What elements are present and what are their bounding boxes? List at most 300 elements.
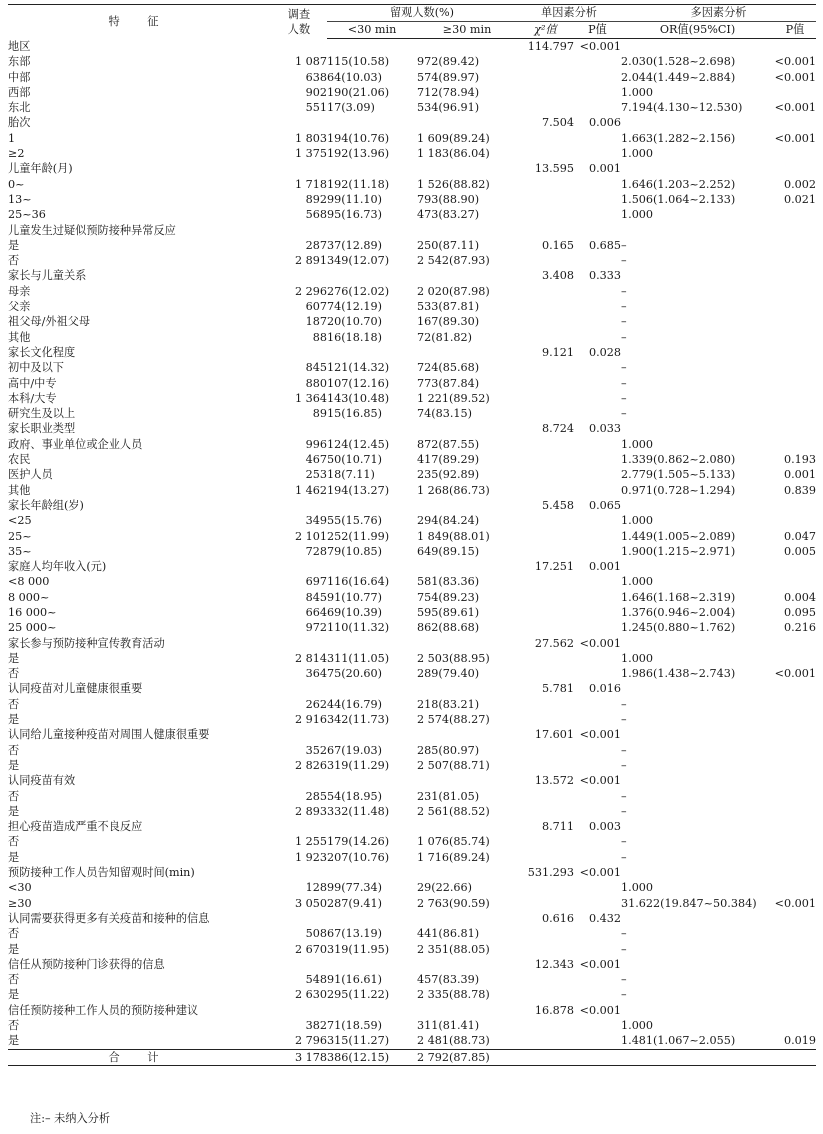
multivariate-p [774,360,816,375]
survey-count: 89 [312,407,327,421]
multivariate-p [774,391,816,406]
retention-ge30 [417,773,517,788]
retention-ge30: 218(83.21) [417,697,480,711]
chi-square [517,590,574,605]
survey-count: 548 [305,973,327,987]
survey-count: 880 [305,376,327,390]
survey-count [271,223,327,238]
retention-ge30: 289(79.40) [417,667,480,681]
retention-lt30: 44(16.79) [327,697,382,711]
multivariate-p [774,345,816,360]
row-label: 25~36 [8,208,46,222]
retention-ge30: 972(89.42) [417,55,480,69]
odds-ratio [621,865,774,880]
header-multi-p: P值 [774,22,816,39]
table-row [8,804,816,819]
odds-ratio [621,161,774,176]
retention-lt30: 194(10.76) [327,131,390,145]
survey-count: 2 893 [294,804,327,818]
retention-lt30: 50(10.71) [327,453,382,467]
odds-ratio: 2.030(1.528~2.698) [621,55,736,69]
header-multivariate-group: 多因素分析 [621,5,816,22]
odds-ratio: – [621,238,627,252]
univariate-p [574,513,621,528]
survey-count: 187 [305,315,327,329]
row-label: 0~ [8,177,25,191]
row-label: 是 [8,758,20,772]
survey-count [271,39,327,55]
multivariate-p [774,39,816,55]
row-label: 初中及以下 [8,361,64,375]
univariate-p: <0.001 [579,1003,622,1017]
retention-ge30: 773(87.84) [417,376,480,390]
multivariate-p [774,559,816,574]
row-label: 东部 [8,55,31,69]
univariate-p [574,697,621,712]
header-p: P值 [574,22,621,39]
retention-lt30 [327,498,417,513]
table-group-row [8,957,816,972]
univariate-p [574,804,621,819]
row-label: <25 [8,514,32,528]
row-label: <8 000 [8,575,50,589]
odds-ratio: – [621,804,627,818]
chi-square [517,529,574,544]
odds-ratio [621,819,774,834]
retention-ge30: 2 542(87.93) [417,254,490,268]
table-row [8,666,816,681]
chi-square [517,666,574,681]
survey-count: 2 916 [294,713,327,727]
multivariate-p [774,957,816,972]
survey-count: 285 [305,789,327,803]
chi-square [517,483,574,498]
odds-ratio: – [621,942,627,956]
univariate-p: 0.065 [588,498,622,512]
survey-count [271,727,327,742]
multivariate-p [774,926,816,941]
univariate-p [574,192,621,207]
univariate-p [574,467,621,482]
retention-lt30: 124(12.45) [327,437,390,451]
multivariate-p: <0.001 [774,101,817,115]
chi-square [517,299,574,314]
row-label: 是 [8,238,20,252]
row-label: 否 [8,973,20,987]
multivariate-p [774,498,816,513]
retention-lt30 [327,345,417,360]
multivariate-p [774,146,816,161]
multivariate-p [774,712,816,727]
odds-ratio: 1.000 [621,881,654,895]
retention-ge30 [417,268,517,283]
chi-square: 7.504 [541,116,574,130]
univariate-p [574,972,621,987]
survey-count: 1 803 [294,131,327,145]
survey-count: 996 [305,437,327,451]
retention-lt30: 95(16.73) [327,208,382,222]
retention-ge30: 872(87.55) [417,437,480,451]
header-chi: χ²值 [517,22,574,39]
retention-ge30: 2 507(88.71) [417,758,490,772]
multivariate-p [774,207,816,222]
chi-square [517,54,574,69]
chi-square [517,880,574,895]
chi-square [517,406,574,421]
chi-square: 17.601 [534,728,574,742]
univariate-p [574,330,621,345]
retention-ge30: 724(85.68) [417,361,480,375]
retention-ge30: 29(22.66) [417,881,472,895]
odds-ratio: 1.506(1.064~2.133) [621,192,736,206]
chi-square: 114.797 [527,40,574,53]
odds-ratio: – [621,758,627,772]
survey-count [271,559,327,574]
retention-lt30: 67(19.03) [327,743,382,757]
row-label: 是 [8,1034,20,1048]
row-label: 否 [8,743,20,757]
chi-square [517,972,574,987]
row-label: 本科/大专 [8,391,57,405]
table-row [8,70,816,85]
table-group-row [8,727,816,742]
retention-ge30: 574(89.97) [417,70,480,84]
header-or: OR值(95%CI) [621,22,774,39]
chi-square [517,437,574,452]
multivariate-p [774,161,816,176]
univariate-p: <0.001 [579,866,622,880]
table-row [8,834,816,849]
multivariate-p: 0.193 [784,453,817,467]
table-group-row [8,865,816,880]
table-row [8,299,816,314]
table-group-row [8,223,816,238]
retention-ge30: 2 020(87.98) [417,284,490,298]
odds-ratio: 1.000 [621,147,654,161]
table-row [8,590,816,605]
multivariate-p [774,238,816,253]
multivariate-p: <0.001 [774,55,817,69]
row-label: 家长与儿童关系 [8,269,87,283]
univariate-p [574,529,621,544]
row-label: 母亲 [8,284,31,298]
multivariate-p [774,697,816,712]
retention-ge30: 1 268(86.73) [417,483,490,497]
table-row [8,513,816,528]
chi-square [517,926,574,941]
retention-ge30: 2 763(90.59) [417,896,490,910]
survey-count: 2 826 [294,758,327,772]
retention-ge30 [417,865,517,880]
chi-square [517,850,574,865]
retention-ge30 [417,161,517,176]
chi-square: 13.572 [534,774,574,788]
retention-lt30 [327,727,417,742]
multivariate-p [774,850,816,865]
multivariate-p [774,574,816,589]
multivariate-p: 0.839 [784,483,817,497]
retention-lt30: 342(11.73) [327,713,390,727]
univariate-p [574,223,621,238]
table-row [8,467,816,482]
univariate-p: 0.028 [588,345,622,359]
chi-square [517,896,574,911]
retention-ge30: 294(84.24) [417,514,480,528]
odds-ratio [621,559,774,574]
retention-ge30: 417(89.29) [417,453,480,467]
retention-lt30: 116(16.64) [327,575,390,589]
retention-lt30 [327,957,417,972]
table-row [8,1018,816,1033]
row-label: 信任预防接种工作人员的预防接种建议 [8,1003,199,1017]
retention-lt30: 17(3.09) [327,101,375,115]
table-row [8,284,816,299]
odds-ratio [621,957,774,972]
retention-lt30: 15(16.85) [327,407,382,421]
retention-lt30 [327,911,417,926]
table-row [8,253,816,268]
retention-ge30 [417,421,517,436]
univariate-p [574,452,621,467]
survey-count: 1 255 [294,835,327,849]
retention-lt30: 91(10.77) [327,590,382,604]
multivariate-p: 0.216 [784,621,817,635]
retention-ge30: 2 351(88.05) [417,942,490,956]
odds-ratio: 0.971(0.728~1.294) [621,483,736,497]
retention-ge30: 1 183(86.04) [417,147,490,161]
odds-ratio: – [621,361,627,375]
retention-lt30: 99(11.10) [327,192,382,206]
odds-ratio: 1.900(1.215~2.971) [621,544,736,558]
multivariate-p [774,284,816,299]
retention-lt30: 319(11.29) [327,758,390,772]
multivariate-p [774,253,816,268]
odds-ratio: – [621,988,627,1002]
retention-ge30 [417,345,517,360]
survey-count: 382 [305,1019,327,1032]
table-group-row [8,498,816,513]
chi-square: 27.562 [534,636,574,650]
survey-count: 551 [305,101,327,115]
odds-ratio: – [621,973,627,987]
chi-square [517,146,574,161]
retention-lt30: 107(12.16) [327,376,390,390]
odds-ratio: 1.245(0.880~1.762) [621,621,736,635]
odds-ratio [621,727,774,742]
chi-square [517,131,574,146]
multivariate-p [774,223,816,238]
table-group-row [8,161,816,176]
multivariate-p [774,727,816,742]
retention-lt30 [327,636,417,651]
retention-lt30: 295(11.22) [327,988,390,1002]
row-label: 家长文化程度 [8,345,76,359]
retention-lt30: 179(14.26) [327,835,390,849]
retention-lt30: 190(21.06) [327,85,390,99]
survey-count: 253 [305,468,327,482]
survey-count [271,957,327,972]
table-header [8,5,816,39]
multivariate-p [774,85,816,100]
multivariate-p [774,987,816,1002]
row-label: 否 [8,1019,20,1032]
row-label: 是 [8,804,20,818]
row-label: 认同需要获得更多有关疫苗和接种的信息 [8,911,210,925]
table-group-row [8,773,816,788]
multivariate-p: <0.001 [774,70,817,84]
univariate-p [574,376,621,391]
table-row [8,207,816,222]
univariate-p [574,177,621,192]
chi-square [517,743,574,758]
survey-count: 1 718 [294,177,327,191]
table-row [8,605,816,620]
total-lt30: 386(12.15) [327,1049,417,1065]
univariate-p [574,834,621,849]
chi-square [517,467,574,482]
retention-lt30 [327,865,417,880]
survey-count: 697 [305,575,327,589]
multivariate-p: 0.095 [784,605,817,619]
chi-square [517,284,574,299]
row-label: 否 [8,789,20,803]
survey-count [271,636,327,651]
retention-lt30: 252(11.99) [327,529,390,543]
survey-count: 349 [305,514,327,528]
row-label: 中部 [8,70,31,84]
odds-ratio: 1.663(1.282~2.156) [621,131,736,145]
table-row [8,972,816,987]
multivariate-p: 0.004 [784,590,817,604]
odds-ratio: – [621,300,627,314]
row-label: 认同给儿童接种疫苗对周围人健康很重要 [8,728,210,742]
retention-lt30: 99(77.34) [327,881,382,895]
table-row [8,896,816,911]
chi-square [517,712,574,727]
retention-lt30: 319(11.95) [327,942,390,956]
table-row [8,192,816,207]
retention-ge30: 1 716(89.24) [417,850,490,864]
multivariate-p [774,1003,816,1018]
odds-ratio: 1.646(1.168~2.319) [621,590,736,604]
table-row [8,391,816,406]
multivariate-p [774,681,816,696]
retention-lt30 [327,115,417,130]
row-label: 祖父母/外祖父母 [8,315,91,329]
multivariate-p: 0.047 [784,529,817,543]
odds-ratio: 1.000 [621,85,654,99]
odds-ratio: – [621,789,627,803]
row-label: 父亲 [8,300,31,314]
survey-count [271,865,327,880]
table-row [8,376,816,391]
retention-lt30: 349(12.07) [327,254,390,268]
chi-square [517,758,574,773]
multivariate-p [774,115,816,130]
table-row [8,529,816,544]
chi-square [517,223,574,238]
chi-square [517,513,574,528]
row-label: 高中/中专 [8,376,57,390]
chi-square [517,452,574,467]
row-label: 认同疫苗有效 [8,774,76,788]
survey-count: 2 101 [294,529,327,543]
retention-lt30: 315(11.27) [327,1034,390,1048]
retention-lt30: 64(10.03) [327,70,382,84]
row-label: 认同疫苗对儿童健康很重要 [8,682,143,696]
multivariate-p [774,942,816,957]
multivariate-p [774,406,816,421]
univariate-p [574,100,621,115]
table-row [8,437,816,452]
survey-count: 128 [305,881,327,895]
row-label: 25 000~ [8,621,57,635]
odds-ratio: 1.481(1.067~2.055) [621,1034,736,1048]
row-label: 是 [8,713,20,727]
chi-square: 9.121 [541,345,574,359]
odds-ratio: – [621,254,627,268]
univariate-p [574,360,621,375]
chi-square [517,620,574,635]
multivariate-p [774,314,816,329]
univariate-p: <0.001 [579,40,622,53]
row-label: 8 000~ [8,590,50,604]
retention-lt30: 143(10.48) [327,391,390,405]
multivariate-p [774,376,816,391]
odds-ratio: – [621,927,627,941]
retention-ge30: 595(89.61) [417,605,480,619]
retention-lt30 [327,161,417,176]
retention-lt30 [327,223,417,238]
univariate-p [574,131,621,146]
retention-ge30 [417,498,517,513]
univariate-p [574,406,621,421]
multivariate-p [774,773,816,788]
chi-square [517,330,574,345]
univariate-p [574,880,621,895]
multivariate-p [774,819,816,834]
odds-ratio: 1.000 [621,437,654,451]
odds-ratio: – [621,835,627,849]
table-row [8,483,816,498]
survey-count [271,498,327,513]
odds-ratio: 1.376(0.946~2.004) [621,605,736,619]
retention-ge30: 2 503(88.95) [417,651,490,665]
table-row [8,789,816,804]
odds-ratio [621,115,774,130]
chi-square [517,100,574,115]
table-row [8,314,816,329]
table-body [8,39,816,1050]
odds-ratio: – [621,713,627,727]
chi-square [517,177,574,192]
table-row [8,146,816,161]
table-group-row [8,115,816,130]
row-label: 儿童发生过疑似预防接种异常反应 [8,223,176,237]
retention-lt30 [327,559,417,574]
table-row [8,987,816,1002]
univariate-p [574,789,621,804]
retention-lt30: 71(18.59) [327,1019,382,1032]
retention-ge30 [417,115,517,130]
survey-count: 845 [305,590,327,604]
retention-ge30: 1 609(89.24) [417,131,490,145]
header-lt30: <30 min [327,22,417,39]
survey-count [271,268,327,283]
retention-lt30: 18(7.11) [327,468,375,482]
survey-count [271,345,327,360]
retention-lt30: 67(13.19) [327,927,382,941]
